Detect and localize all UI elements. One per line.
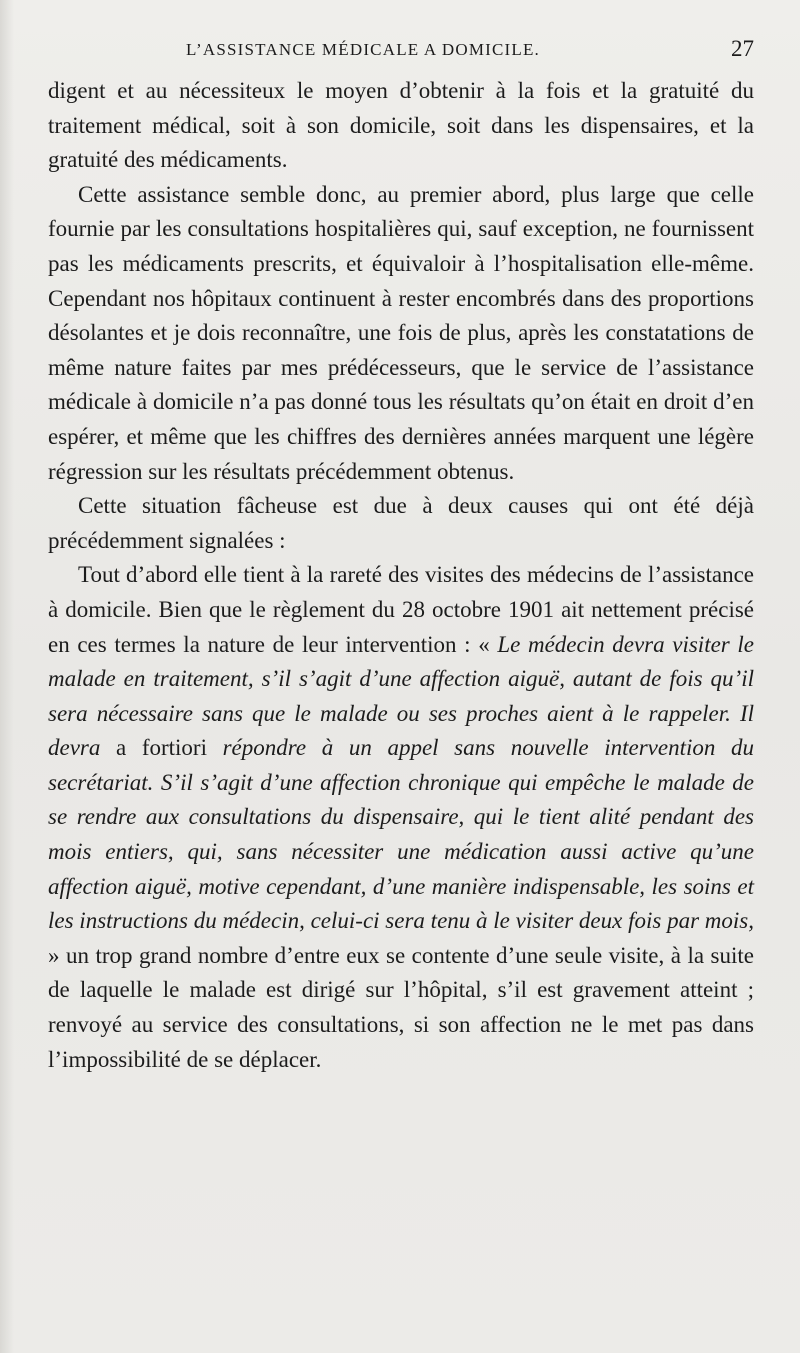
page-number: 27 xyxy=(731,36,754,61)
paragraph-text: Tout d’abord elle tient à la rareté des visites des médecins de l’assistance à domicile. Bien que le règlement du 28 octobre 1901 ait nettement précisé en ces termes la nature de leur intervention : « xyxy=(48,562,754,657)
running-head: L’ASSISTANCE MÉDICALE A DOMICILE. xyxy=(186,40,541,59)
body-text xyxy=(48,74,754,1077)
quoted-regulation-italic: Le médecin devra visiter le malade en traitement, s’il s’agit d’une affection aiguë, autant de fois qu’il sera nécessaire sans que le malade ou ses proches aient à le rappeler. Il devra xyxy=(48,631,754,761)
paragraph-text: a fortiori xyxy=(100,735,223,761)
paragraph: Cette assistance semble donc, au premier abord, plus large que celle fournie par les consultations hospitalières qui, sauf exception, ne fournissent pas les médicaments prescrits, et équivaloir à l’hospitalisation elle-même. Cependant nos hôpitaux continuent à rester encombrés dans des proportions désolantes et je dois reconnaître, une fois de plus, après les constatations de même nature faites par mes prédécesseurs, que le service de l’assistance médicale à domicile n’a pas donné tous les résultats qu’on était en droit d’en espérer, et même que les chiffres des dernières années marquent une légère régression sur les résultats précédemment obtenus. xyxy=(48,181,754,484)
page-edge-shadow xyxy=(0,0,14,1353)
paragraph-with-quotation xyxy=(48,558,754,1077)
paragraph: Cette situation fâcheuse est due à deux causes qui ont été déjà précédemment signalées : xyxy=(48,493,754,553)
page-header xyxy=(48,36,754,66)
paragraph-continued: digent et au nécessiteux le moyen d’obtenir à la fois et la gratuité du traitement médical, soit à son domicile, soit dans les dispensaires, et la gratuité des médicaments. xyxy=(48,78,754,173)
quoted-regulation-italic: répondre à un appel sans nouvelle intervention du secrétariat. S’il s’agit d’une affection chronique qui empêche le malade de se rendre aux consultations du dispensaire, qui le tient alité pendant des mois entiers, qui, sans nécessiter une médication aussi active qu’une affection aiguë, motive cependant, d’une manière indispensable, les soins et les instructions du médecin, celui-ci sera tenu à le visiter deux fois par mois, xyxy=(48,735,754,934)
paragraph-text: » un trop grand nombre d’entre eux se contente d’une seule visite, à la suite de laquelle le malade est dirigé sur l’hôpital, s’il est gravement atteint ; renvoyé au service des consultations, si son affection ne le met pas dans l’impossibilité de se déplacer. xyxy=(48,942,754,1072)
